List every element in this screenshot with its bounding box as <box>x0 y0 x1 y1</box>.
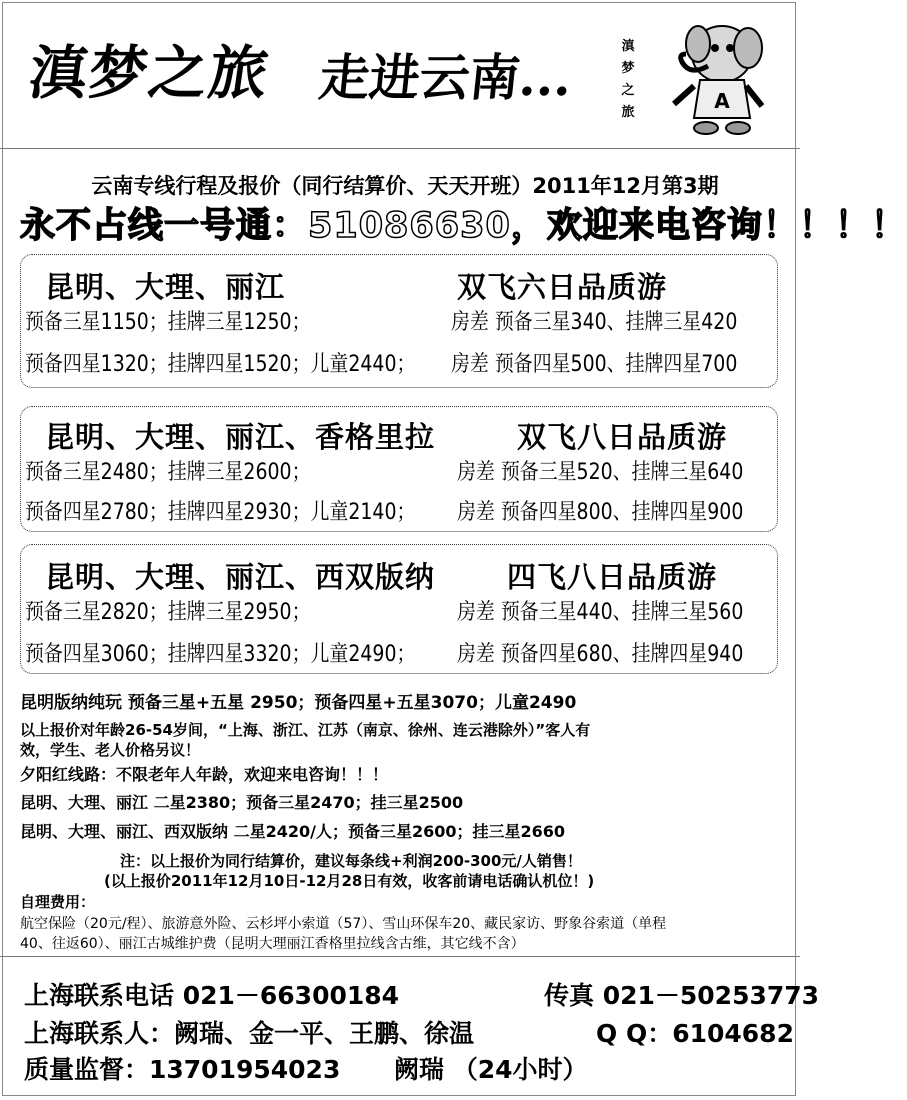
divider <box>0 956 800 957</box>
price-row: 预备三星2820；挂牌三星2950； <box>25 600 311 625</box>
sunset-route-price: 昆明、大理、丽江 二星2380；预备三星2470；挂三星2500 <box>20 793 464 812</box>
divider <box>0 148 800 149</box>
price-row: 预备三星1150；挂牌三星1250； <box>25 310 311 335</box>
route-box <box>20 254 778 388</box>
route-box <box>20 544 778 674</box>
fax-line: 传真 021－50253773 <box>544 981 820 1010</box>
route-name: 昆明、大理、丽江 <box>45 270 286 304</box>
banna-price-line: 昆明版纳纯玩 预备三星+五星 2950；预备四星+五星3070；儿童2490 <box>20 693 577 713</box>
room-diff-row: 房差 预备四星800、挂牌四星900 <box>457 500 744 525</box>
age-note-line: 以上报价对年龄26-54岁间，“上海、浙江、江苏（南京、徐州、连云港除外）”客人有 <box>20 721 591 739</box>
route-type: 四飞八日品质游 <box>507 560 718 594</box>
room-diff-row: 房差 预备三星340、挂牌三星420 <box>451 310 738 335</box>
slogan: 走进云南... <box>316 48 575 107</box>
age-note-line: 效，学生、老人价格另议！ <box>20 741 201 759</box>
hotline-banner: 永不占线一号通：51086630，欢迎来电咨询！！！！ <box>20 206 907 246</box>
vertical-char: 之 <box>621 83 635 98</box>
sunset-route-title: 夕阳红线路：不限老年人年龄，欢迎来电咨询！！！ <box>20 765 389 784</box>
room-diff-row: 房差 预备四星680、挂牌四星940 <box>457 642 744 667</box>
price-row: 预备四星2780；挂牌四星2930；儿童2140； <box>25 500 416 525</box>
route-type: 双飞八日品质游 <box>517 420 728 454</box>
elephant-mascot-icon <box>660 14 772 140</box>
price-row: 预备三星2480；挂牌三星2600； <box>25 460 311 485</box>
svg-text:A: A <box>714 89 730 113</box>
route-box <box>20 406 778 532</box>
room-diff-row: 房差 预备四星500、挂牌四星700 <box>451 352 738 377</box>
phone-line: 上海联系电话 021－66300184 <box>24 981 400 1010</box>
self-pay-title: 自理费用： <box>20 893 96 911</box>
route-name: 昆明、大理、丽江、西双版纳 <box>45 560 436 594</box>
page-title: 云南专线行程及报价（同行结算价、天天开班）2011年12月第3期 <box>91 174 719 198</box>
vertical-char: 旅 <box>621 105 635 120</box>
vertical-char: 滇 <box>621 39 635 54</box>
room-diff-row: 房差 预备三星520、挂牌三星640 <box>457 460 744 485</box>
qq-line: Q Q：6104682 <box>596 1019 794 1048</box>
self-pay-line: 航空保险（20元/程）、旅游意外险、云杉坪小索道（57）、雪山环保车20、藏民家访、野象谷索道（单程 <box>20 916 667 932</box>
self-pay-line: 40、往返60）、丽江古城维护费（昆明大理丽江香格里拉线含古维，其它线不含） <box>20 936 525 952</box>
vertical-brand-text <box>618 36 638 124</box>
supervisor-name: 阙瑞 （24小时） <box>394 1055 588 1084</box>
sunset-route-price: 昆明、大理、丽江、西双版纳 二星2420/人；预备三星2600；挂三星2660 <box>20 822 566 841</box>
vertical-char: 梦 <box>621 61 635 76</box>
brand-title: 滇梦之旅 <box>24 39 275 107</box>
remark-line: (以上报价2011年12月10日-12月28日有效，收客前请电话确认机位！) <box>104 872 595 890</box>
contact-persons: 上海联系人：阙瑞、金一平、王鹏、徐温 <box>24 1019 475 1048</box>
price-row: 预备四星3060；挂牌四星3320；儿童2490； <box>25 642 416 667</box>
route-type: 双飞六日品质游 <box>457 270 668 304</box>
quality-supervision: 质量监督：13701954023 <box>24 1055 341 1084</box>
price-row: 预备四星1320；挂牌四星1520；儿童2440； <box>25 352 416 377</box>
header <box>0 0 800 148</box>
room-diff-row: 房差 预备三星440、挂牌三星560 <box>457 600 744 625</box>
remark-line: 注：以上报价为同行结算价，建议每条线+利润200-300元/人销售！ <box>120 852 582 870</box>
route-name: 昆明、大理、丽江、香格里拉 <box>45 420 436 454</box>
